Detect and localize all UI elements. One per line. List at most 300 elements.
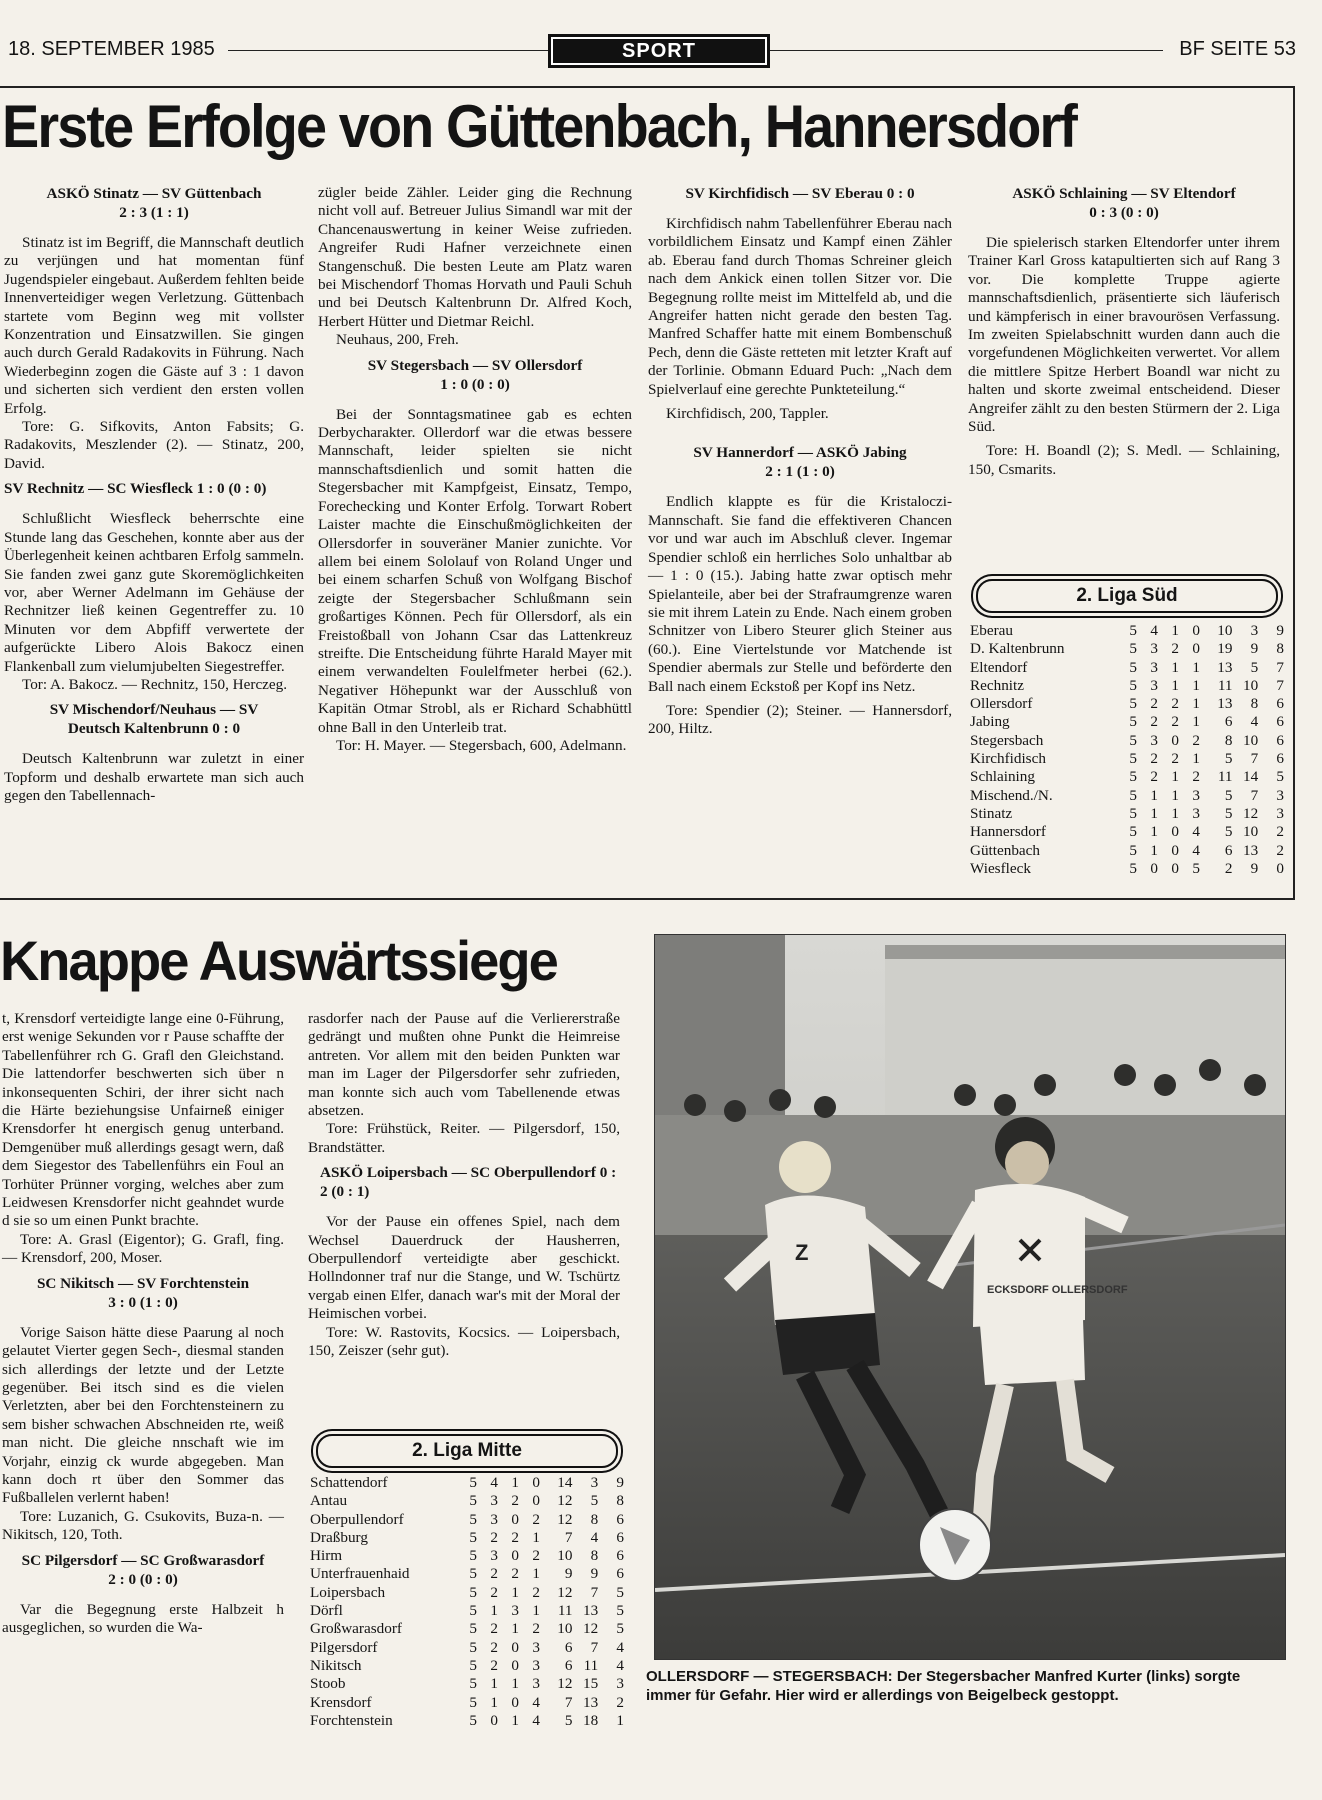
match-title: ASKÖ Schlaining — SV Eltendorf 0 : 3 (0 : 0) bbox=[1012, 185, 1236, 221]
match-report: zügler beide Zähler. Leider ging die Rechnung nicht voll auf. Betreuer Julius Simandl war mit der Chancenauswertung in keiner Weise zufrieden. Angreifer Rudi Hafner verzeichnete einen Stangenschuß. Die besten Leute am Platz waren bei Mischendorf Thomas Horvath und Pauli Schuh und bei Deutsch Kaltenbrunn Dr. Alfred Koch, Herbert Hütter und Dietmar Reichl. bbox=[318, 184, 632, 330]
scorers: Tor: A. Bakocz. — Rechnitz, 150, Herczeg. bbox=[22, 675, 288, 693]
column-2 bbox=[318, 184, 632, 755]
stat-cell: 3 bbox=[1150, 658, 1158, 676]
stat-cell: 1 bbox=[1192, 750, 1200, 768]
team-name: Hirm bbox=[310, 1547, 343, 1565]
match-report: Kirchfidisch nahm Tabellenführer Eberau nach vorbildlichem Einsatz und Kampf einen Zähler ab. Eberau fand durch Thomas Schreiner gleich nach dem Ankick einen tollen Sitzer vor. Die Begegnung rollte meist im Mittelfeld ab, und die Angreifer hatten nicht gerade den besten Tag. Manfred Schaffer hatte mit einem Bombenschuß Pech, denn die Gäste retteten mit letzter Kraft auf der Torlinie. Obmann Eduard Puch: „Nach dem Spielverlauf eine gerechte Punkteteilung.“ bbox=[648, 215, 952, 398]
team-name: Nikitsch bbox=[310, 1656, 362, 1674]
match-photo bbox=[654, 934, 1286, 1660]
stat-cell: 0 bbox=[532, 1474, 540, 1491]
team-name: Eberau bbox=[970, 622, 1014, 639]
match-title: SC Nikitsch — SV Forchtenstein 3 : 0 (1 : 0) bbox=[36, 1274, 250, 1311]
stat-cell: 1 bbox=[1192, 695, 1200, 713]
stat-cell: 1 bbox=[511, 1711, 519, 1729]
stat-cell: 5 bbox=[1129, 658, 1137, 676]
stat-cell: 5 bbox=[469, 1528, 477, 1546]
stat-cell: 3 bbox=[1192, 804, 1200, 822]
stat-cell: 5 bbox=[1129, 859, 1137, 877]
stat-cell: 5 bbox=[469, 1583, 477, 1601]
standings-row bbox=[310, 1620, 624, 1638]
standings-row bbox=[970, 768, 1284, 786]
team-name: Forchtenstein bbox=[310, 1711, 393, 1729]
stat-cell: 3 bbox=[511, 1602, 519, 1620]
stat-cell: 9 bbox=[1250, 859, 1259, 877]
stat-cell: 6 bbox=[616, 1510, 624, 1528]
stat-cell: 4 bbox=[590, 1528, 599, 1546]
standings-row bbox=[970, 695, 1284, 713]
stat-cell: 4 bbox=[616, 1656, 624, 1674]
team-name: Güttenbach bbox=[970, 841, 1041, 859]
standings-row bbox=[970, 640, 1284, 658]
stat-cell: 5 bbox=[469, 1638, 477, 1656]
stat-cell: 0 bbox=[1192, 622, 1200, 639]
stat-cell: 5 bbox=[1192, 859, 1200, 877]
stat-cell: 2 bbox=[511, 1565, 519, 1583]
photo-caption: OLLERSDORF — STEGERSBACH: Der Stegersbacher Manfred Kurter (links) sorgte immer für Gefahr. Hier wird er allerdings von Beigelbeck gestoppt. bbox=[646, 1668, 1241, 1704]
stat-cell: 0 bbox=[1171, 859, 1179, 877]
match-report: Var die Begegnung erste Halbzeit h ausgeglichen, so wurden die Wa- bbox=[2, 1600, 284, 1636]
stat-cell: 7 bbox=[1276, 658, 1284, 676]
stat-cell: 0 bbox=[511, 1693, 519, 1711]
stat-cell: 5 bbox=[469, 1547, 477, 1565]
stat-cell: 0 bbox=[511, 1656, 519, 1674]
team-name: Oberpullendorf bbox=[310, 1510, 404, 1528]
stat-cell: 5 bbox=[469, 1693, 477, 1711]
stat-cell: 2 bbox=[490, 1620, 498, 1638]
svg-text:Z: Z bbox=[795, 1240, 809, 1265]
stat-cell: 0 bbox=[1171, 823, 1179, 841]
stat-cell: 7 bbox=[564, 1693, 573, 1711]
stat-cell: 2 bbox=[490, 1583, 498, 1601]
scorers: Tore: W. Rastovits, Kocsics. — Loipersbach, 150, Zeiszer (sehr gut). bbox=[308, 1323, 620, 1360]
stat-cell: 1 bbox=[490, 1675, 498, 1693]
stat-cell: 6 bbox=[1276, 750, 1284, 768]
stat-cell: 1 bbox=[511, 1583, 519, 1601]
scorers: Tore: H. Boandl (2); S. Medl. — Schlaining, 150, Csmarits. bbox=[968, 442, 1280, 478]
stat-cell: 6 bbox=[616, 1565, 624, 1583]
standings-row bbox=[310, 1639, 624, 1657]
table-title-liga-mitte: 2. Liga Mitte bbox=[316, 1434, 618, 1468]
match-title: ASKÖ Loipersbach — SC Oberpullendorf 0 : 2 (0 : 1) bbox=[320, 1164, 617, 1201]
scorers: Tore: A. Grasl (Eigentor); G. Grafl, fing. — Krensdorf, 200, Moser. bbox=[2, 1230, 284, 1267]
team-name: Loipersbach bbox=[310, 1583, 386, 1601]
match-report: Vor der Pause ein offenes Spiel, nach dem Wechsel Dauerdruck der Hausherren, Oberpullendorf verteidigte aber geschickt. Hollndonner traf nur die Stange, und W. Tschürtz vergab einen Elfer, danach war's mit der Moral der Heimischen vorbei. bbox=[308, 1213, 620, 1323]
standings-row bbox=[310, 1602, 624, 1620]
stat-cell: 1 bbox=[511, 1620, 519, 1638]
standings-row bbox=[970, 842, 1284, 860]
stat-cell: 2 bbox=[490, 1528, 498, 1546]
stat-cell: 12 bbox=[557, 1675, 573, 1693]
match-title: SV Stegersbach — SV Ollersdorf 1 : 0 (0 : 0) bbox=[367, 356, 583, 393]
stat-cell: 1 bbox=[1150, 841, 1158, 859]
standings-row bbox=[970, 787, 1284, 805]
stat-cell: 2 bbox=[1276, 823, 1284, 841]
match-report: Schlußlicht Wiesfleck beherrschte eine Stunde lang das Geschehen, konnte aber aus der Überlegenheit keinen achtbaren Erfolg sammeln. Sie fanden zwei ganz gute Skoremöglichkeiten vor, aber Werner Adelmann im Gehäuse der Rechnitzer ließ keinen Gegentreffer zu. 10 Minuten vor dem Abpfiff verwertete der aufgerückte Libero Alois Bakocz einen Flankenball zum vielumjubelten Siegestreffer. bbox=[4, 510, 304, 675]
stat-cell: 1 bbox=[1171, 658, 1179, 676]
standings-row bbox=[310, 1584, 624, 1602]
stat-cell: 2 bbox=[532, 1547, 540, 1565]
stat-cell: 5 bbox=[1129, 731, 1137, 749]
stat-cell: 3 bbox=[1276, 804, 1284, 822]
stat-cell: 8 bbox=[1224, 731, 1233, 749]
stat-cell: 2 bbox=[1150, 695, 1158, 713]
standings-row bbox=[310, 1511, 624, 1529]
stat-cell: 11 bbox=[1217, 768, 1233, 786]
stat-cell: 5 bbox=[1129, 750, 1137, 768]
stat-cell: 2 bbox=[1192, 731, 1200, 749]
stat-cell: 6 bbox=[1276, 713, 1284, 731]
stat-cell: 5 bbox=[564, 1711, 573, 1729]
stat-cell: 4 bbox=[616, 1638, 624, 1656]
stat-cell: 13 bbox=[583, 1602, 599, 1620]
stat-cell: 1 bbox=[511, 1474, 519, 1491]
stat-cell: 7 bbox=[1250, 786, 1259, 804]
stat-cell: 18 bbox=[583, 1711, 599, 1729]
team-name: Großwarasdorf bbox=[310, 1620, 402, 1638]
stat-cell: 9 bbox=[1276, 622, 1284, 639]
stat-cell: 1 bbox=[1150, 804, 1158, 822]
stat-cell: 6 bbox=[1276, 695, 1284, 713]
stat-cell: 2 bbox=[490, 1565, 498, 1583]
match-report: Stinatz ist im Begriff, die Mannschaft deutlich zu verjüngen und hat momentan fünf Jugendspieler eingebaut. Außerdem fehlten beide Innenverteidiger wegen Verletzung. Güttenbach startete vom Beginn weg mit vollster Konzentration und Einsatzwillen. Sie gingen auch durch Gerald Radakovits in Führung. Nach Wiederbeginn zogen die Gäste auf 3 : 1 davon und sicherten sich verdient den ersten vollen Erfolg. bbox=[4, 234, 304, 417]
stat-cell: 3 bbox=[590, 1474, 599, 1491]
stat-cell: 5 bbox=[590, 1492, 599, 1510]
stat-cell: 12 bbox=[583, 1620, 599, 1638]
stat-cell: 1 bbox=[532, 1528, 540, 1546]
stat-cell: 5 bbox=[1224, 786, 1233, 804]
match-title: SV Mischendorf/Neuhaus — SV Deutsch Kaltenbrunn 0 : 0 bbox=[49, 701, 259, 738]
match-title: SC Pilgersdorf — SC Großwarasdorf 2 : 0 (0 : 0) bbox=[21, 1551, 265, 1588]
issue-date: 18. SEPTEMBER 1985 bbox=[8, 38, 215, 60]
stat-cell: 10 bbox=[1243, 731, 1259, 749]
stat-cell: 5 bbox=[1129, 768, 1137, 786]
stat-cell: 5 bbox=[616, 1620, 624, 1638]
stat-cell: 3 bbox=[490, 1547, 498, 1565]
stat-cell: 10 bbox=[557, 1620, 573, 1638]
standings-row bbox=[310, 1565, 624, 1583]
stat-cell: 6 bbox=[1224, 713, 1233, 731]
standings-row bbox=[970, 860, 1284, 878]
stat-cell: 5 bbox=[469, 1602, 477, 1620]
stat-cell: 0 bbox=[490, 1711, 498, 1729]
stat-cell: 4 bbox=[1192, 823, 1200, 841]
stat-cell: 1 bbox=[532, 1602, 540, 1620]
stat-cell: 2 bbox=[511, 1492, 519, 1510]
column-1 bbox=[4, 184, 304, 806]
stat-cell: 8 bbox=[616, 1492, 624, 1510]
stat-cell: 1 bbox=[1171, 786, 1179, 804]
stat-cell: 0 bbox=[511, 1510, 519, 1528]
standings-row bbox=[310, 1675, 624, 1693]
stat-cell: 5 bbox=[1129, 676, 1137, 694]
team-name: Krensdorf bbox=[310, 1693, 372, 1711]
stat-cell: 5 bbox=[469, 1492, 477, 1510]
stat-cell: 5 bbox=[469, 1656, 477, 1674]
stat-cell: 12 bbox=[557, 1583, 573, 1601]
stat-cell: 10 bbox=[1243, 823, 1259, 841]
match-title: SV Kirchfidisch — SV Eberau 0 : 0 bbox=[685, 185, 915, 202]
stat-cell: 11 bbox=[557, 1602, 573, 1620]
stat-cell: 5 bbox=[1250, 658, 1259, 676]
header-rule-left bbox=[228, 50, 548, 51]
scorers: Tore: G. Sifkovits, Anton Fabsits; G. Radakovits, Meszlender (2). — Stinatz, 200, David. bbox=[4, 418, 304, 472]
stat-cell: 4 bbox=[1250, 713, 1259, 731]
stat-cell: 8 bbox=[590, 1510, 599, 1528]
stat-cell: 7 bbox=[1250, 750, 1259, 768]
header-rule-right bbox=[768, 50, 1163, 51]
stat-cell: 5 bbox=[469, 1620, 477, 1638]
team-name: D. Kaltenbrunn bbox=[970, 640, 1065, 658]
stat-cell: 10 bbox=[1217, 622, 1233, 639]
stat-cell: 7 bbox=[564, 1528, 573, 1546]
match-report: Deutsch Kaltenbrunn war zuletzt in einer Topform und deshalb erwartete man sich auch gegen den Tabellennach- bbox=[4, 750, 304, 805]
stat-cell: 3 bbox=[532, 1638, 540, 1656]
stat-cell: 1 bbox=[616, 1711, 624, 1729]
stat-cell: 3 bbox=[1250, 622, 1259, 639]
stat-cell: 8 bbox=[590, 1547, 599, 1565]
stat-cell: 2 bbox=[616, 1693, 624, 1711]
match-report: Die spielerisch starken Eltendorfer unter ihrem Trainer Karl Gross katapultierten sich auf Rang 3 vor. Die komplette Truppe agierte mannschaftsdienlich, präsentierte sich läuferisch und kämpferisch in einer bravourösen Verfassung. Im zweiten Spielabschnitt wurden dann auch die vorgefundenen Möglichkeiten verwertet. Vor allem die mittlere Spitze Herbert Boandl war nicht zu halten und skorte zweimal entscheidend. Dieser Angreifer zählt zu den besten Stürmern der 2. Liga Süd. bbox=[968, 234, 1280, 436]
stat-cell: 0 bbox=[1171, 841, 1179, 859]
stat-cell: 5 bbox=[1129, 823, 1137, 841]
stat-cell: 3 bbox=[616, 1675, 624, 1693]
stat-cell: 3 bbox=[1150, 640, 1158, 658]
standings-row bbox=[970, 732, 1284, 750]
stat-cell: 0 bbox=[511, 1638, 519, 1656]
stat-cell: 13 bbox=[1217, 658, 1233, 676]
standings-row bbox=[970, 750, 1284, 768]
stat-cell: 5 bbox=[1129, 713, 1137, 731]
stat-cell: 1 bbox=[1150, 823, 1158, 841]
stat-cell: 9 bbox=[1250, 640, 1259, 658]
team-name: Mischend./N. bbox=[970, 786, 1053, 804]
stat-cell: 1 bbox=[1150, 786, 1158, 804]
standings-table-liga-sued bbox=[970, 622, 1284, 878]
stat-cell: 6 bbox=[564, 1656, 573, 1674]
stat-cell: 10 bbox=[557, 1547, 573, 1565]
stat-cell: 19 bbox=[1217, 640, 1233, 658]
match-report: Endlich klappte es für die Kristaloczi-Mannschaft. Sie fand die effektiveren Chancen vor und war auch im Abschluß clever. Ingemar Spendier schloß ein herrliches Solo unhaltbar ab — 1 : 0 (15.). Jabing hatte zwar optisch mehr Spielanteile, aber bei der Strafraumgrenze waren sie mit ihrem Latein zu Ende. Nach einem groben Schnitzer von Libero Steurer glich Steiner aus (60.). Eine Viertelstunde vor Matchende ist Spendier abermals zur Stelle und beförderte den Ball nach einem Eckstoß per Kopf ins Netz. bbox=[648, 493, 952, 695]
stat-cell: 5 bbox=[469, 1510, 477, 1528]
team-name: Schattendorf bbox=[310, 1474, 388, 1491]
photo-illustration bbox=[655, 935, 1285, 1659]
team-name: Antau bbox=[310, 1492, 348, 1510]
team-name: Schlaining bbox=[970, 768, 1035, 786]
match-report: rasdorfer nach der Pause auf die Verliererstraße gedrängt und mußten ohne Punkt die Heimreise antreten. Vor allem mit den beiden Punkten war man im Lager der Pilgersdorfer sehr zufrieden, man konnte sich auch vom Tabellenende etwas absetzen. bbox=[308, 1010, 620, 1120]
stat-cell: 5 bbox=[469, 1675, 477, 1693]
stat-cell: 1 bbox=[490, 1602, 498, 1620]
stat-cell: 13 bbox=[583, 1693, 599, 1711]
column-4 bbox=[968, 184, 1280, 479]
stat-cell: 3 bbox=[532, 1675, 540, 1693]
team-name: Dörfl bbox=[310, 1602, 343, 1620]
stat-cell: 5 bbox=[1129, 841, 1137, 859]
match-report: t, Krensdorf verteidigte lange eine 0-Führung, erst wenige Sekunden vor r Pause schaffte der Tabellenführer rch G. Grafl den Gleichstand. Die lattendorfer beschwerten sich über n inkonsequenten Schiri, der ihrer sicht nach die Härte beziehungsise Unfairneß einiger Krensdorfer ht energisch genug unterband. Demgenüber muß allerdings gesagt wern, daß dem Siegestor des Tabellenführs ein Foul an Torhüter Prünner vorging, welches aber zum Leidwesen Krensdorfer nicht geahndet wurde d sie so um einen Punkt brachte. bbox=[2, 1010, 284, 1230]
stat-cell: 5 bbox=[1224, 750, 1233, 768]
stat-cell: 4 bbox=[532, 1693, 540, 1711]
stat-cell: 1 bbox=[1171, 804, 1179, 822]
stat-cell: 5 bbox=[1276, 768, 1284, 786]
stat-cell: 2 bbox=[1171, 750, 1179, 768]
stat-cell: 2 bbox=[1171, 695, 1179, 713]
stat-cell: 7 bbox=[1276, 676, 1284, 694]
stat-cell: 4 bbox=[490, 1474, 498, 1491]
stat-cell: 14 bbox=[1243, 768, 1259, 786]
stat-cell: 5 bbox=[469, 1474, 477, 1491]
match-report: Vorige Saison hätte diese Paarung al noch gelautet Vierter gegen Sech-, diesmal standen sich allerdings der letzte und der Letzte gegenüber. Bei itsch sind es die vielen Verletzten, aber bei den Forchtensteinern zu sem bisher schwachen Abschneiden rte, weiß man nicht. Die gleiche nnschaft wie im Vorjahr, einzig ck wurde abgegeben. Man kann doch rt über den Sommer das Fußballelen verlernt haben! bbox=[2, 1323, 284, 1507]
stat-cell: 6 bbox=[616, 1547, 624, 1565]
stat-cell: 12 bbox=[557, 1510, 573, 1528]
team-name: Unterfrauenhaid bbox=[310, 1565, 410, 1583]
stat-cell: 5 bbox=[469, 1565, 477, 1583]
scorers: Tore: Luzanich, G. Csukovits, Buza-n. — Nikitsch, 120, Toth. bbox=[2, 1507, 284, 1544]
column-6 bbox=[308, 1010, 620, 1361]
stat-cell: 5 bbox=[1129, 622, 1137, 639]
stat-cell: 2 bbox=[1192, 768, 1200, 786]
stat-cell: 0 bbox=[511, 1547, 519, 1565]
headline-knappe-auswaertssiege: Knappe Auswärtssiege bbox=[0, 929, 557, 992]
stat-cell: 3 bbox=[1276, 786, 1284, 804]
scorers: Tor: H. Mayer. — Stegersbach, 600, Adelmann. bbox=[336, 736, 627, 754]
stat-cell: 2 bbox=[490, 1656, 498, 1674]
stat-cell: 2 bbox=[1171, 640, 1179, 658]
stat-cell: 2 bbox=[532, 1583, 540, 1601]
stat-cell: 7 bbox=[590, 1638, 599, 1656]
stat-cell: 1 bbox=[1171, 676, 1179, 694]
stat-cell: 12 bbox=[557, 1492, 573, 1510]
stat-cell: 6 bbox=[1276, 731, 1284, 749]
stat-cell: 3 bbox=[1150, 676, 1158, 694]
match-title: SV Hannerdorf — ASKÖ Jabing 2 : 1 (1 : 0) bbox=[693, 444, 907, 481]
stat-cell: 6 bbox=[564, 1638, 573, 1656]
team-name: Stegersbach bbox=[970, 731, 1044, 749]
standings-row bbox=[970, 713, 1284, 731]
stat-cell: 9 bbox=[616, 1474, 624, 1491]
team-name: Jabing bbox=[970, 713, 1010, 731]
standings-row bbox=[310, 1694, 624, 1712]
team-name: Draßburg bbox=[310, 1528, 368, 1546]
stat-cell: 2 bbox=[1150, 713, 1158, 731]
team-name: Rechnitz bbox=[970, 676, 1024, 694]
scorers: Tore: Frühstück, Reiter. — Pilgersdorf, 150, Brandstätter. bbox=[308, 1120, 620, 1156]
stat-cell: 2 bbox=[1150, 750, 1158, 768]
stat-cell: 4 bbox=[1192, 841, 1200, 859]
standings-row bbox=[970, 622, 1284, 640]
stat-cell: 1 bbox=[490, 1693, 498, 1711]
match-report: Bei der Sonntagsmatinee gab es echten Derbycharakter. Ollerdorf war die etwas bessere Mannschaft, leider spielten sie nicht mannschaftsdienlich und somit hatten die Stegersbacher mit Kampfgeist, Einsatz, Tempo, Forechecking und Konter Erfolg. Torwart Robert Laister machte die Einschußmöglichkeiten der Ollersdorfer in souveräner Manier zunichte. Vor allem bei einem Sololauf von Roland Unger und bei einem scharfen Schuß von Wolfgang Bischof zeigte der Stegersbacher Schlußmann sein großartiges Können. Pech für Ollersdorf, als ein Freistoßball von Johann Csar das Lattenkreuz streifte. Die Entscheidung führte Harald Mayer mit einem verwandelten Foulelfmeter herbei (62.). Negativer Höhepunkt war der Ausschluß von Kapitän Otmar Strobl, als er Richard Schabhüttl ohne Ball in den Unterleib trat. bbox=[318, 405, 632, 736]
column-3 bbox=[648, 184, 952, 739]
stat-cell: 12 bbox=[1243, 804, 1259, 822]
standings-row bbox=[310, 1712, 624, 1730]
stat-cell: 3 bbox=[490, 1492, 498, 1510]
team-name: Pilgersdorf bbox=[310, 1638, 378, 1656]
stat-cell: 1 bbox=[1192, 713, 1200, 731]
standings-row bbox=[970, 823, 1284, 841]
stat-cell: 14 bbox=[557, 1474, 573, 1491]
stat-cell: 0 bbox=[1150, 859, 1158, 877]
stat-cell: 3 bbox=[490, 1510, 498, 1528]
stat-cell: 6 bbox=[616, 1528, 624, 1546]
standings-row bbox=[310, 1474, 624, 1492]
stat-cell: 2 bbox=[1150, 768, 1158, 786]
standings-row bbox=[310, 1529, 624, 1547]
headline-erste-erfolge: Erste Erfolge von Güttenbach, Hannersdorf bbox=[2, 93, 1077, 160]
stat-cell: 6 bbox=[1224, 841, 1233, 859]
stat-cell: 0 bbox=[532, 1492, 540, 1510]
stat-cell: 3 bbox=[1192, 786, 1200, 804]
stat-cell: 0 bbox=[1171, 731, 1179, 749]
stat-cell: 9 bbox=[564, 1565, 573, 1583]
stat-cell: 8 bbox=[1276, 640, 1284, 658]
page-number: BF SEITE 53 bbox=[1179, 38, 1296, 60]
stat-cell: 8 bbox=[1250, 695, 1259, 713]
stat-cell: 9 bbox=[590, 1565, 599, 1583]
match-title: ASKÖ Stinatz — SV Güttenbach 2 : 3 (1 : 1) bbox=[46, 185, 262, 221]
standings-row bbox=[970, 677, 1284, 695]
stat-cell: 7 bbox=[590, 1583, 599, 1601]
stat-cell: 5 bbox=[1224, 823, 1233, 841]
scorers: Tore: Spendier (2); Steiner. — Hannersdorf, 200, Hiltz. bbox=[648, 701, 952, 738]
standings-row bbox=[310, 1492, 624, 1510]
stat-cell: 10 bbox=[1243, 676, 1259, 694]
section-badge: SPORT bbox=[548, 34, 770, 68]
stat-cell: 3 bbox=[1150, 731, 1158, 749]
standings-table-liga-mitte bbox=[310, 1474, 624, 1730]
stat-cell: 5 bbox=[1129, 786, 1137, 804]
stat-cell: 13 bbox=[1217, 695, 1233, 713]
stat-cell: 2 bbox=[532, 1620, 540, 1638]
stat-cell: 5 bbox=[1129, 695, 1137, 713]
stat-cell: 1 bbox=[1192, 658, 1200, 676]
stat-cell: 0 bbox=[1276, 859, 1284, 877]
stat-cell: 2 bbox=[1276, 841, 1284, 859]
stat-cell: 11 bbox=[583, 1656, 599, 1674]
stat-cell: 1 bbox=[1171, 768, 1179, 786]
standings-row bbox=[970, 659, 1284, 677]
team-name: Hannersdorf bbox=[970, 823, 1046, 841]
stat-cell: 0 bbox=[1192, 640, 1200, 658]
stat-cell: 5 bbox=[1129, 804, 1137, 822]
stat-cell: 11 bbox=[1217, 676, 1233, 694]
stat-cell: 5 bbox=[616, 1602, 624, 1620]
stat-cell: 2 bbox=[532, 1510, 540, 1528]
stat-cell: 2 bbox=[511, 1528, 519, 1546]
team-name: Wiesfleck bbox=[970, 859, 1031, 877]
match-signature: Kirchfidisch, 200, Tappler. bbox=[666, 405, 829, 423]
team-name: Stinatz bbox=[970, 804, 1013, 822]
team-name: Ollersdorf bbox=[970, 695, 1033, 713]
stat-cell: 1 bbox=[511, 1675, 519, 1693]
stat-cell: 5 bbox=[616, 1583, 624, 1601]
stat-cell: 5 bbox=[1224, 804, 1233, 822]
match-signature: Neuhaus, 200, Freh. bbox=[336, 331, 459, 349]
stat-cell: 3 bbox=[532, 1656, 540, 1674]
stat-cell: 13 bbox=[1243, 841, 1259, 859]
team-name: Kirchfidisch bbox=[970, 750, 1046, 768]
team-name: Eltendorf bbox=[970, 658, 1028, 676]
match-title: SV Rechnitz — SC Wiesfleck 1 : 0 (0 : 0) bbox=[4, 480, 267, 498]
stat-cell: 2 bbox=[490, 1638, 498, 1656]
stat-cell: 2 bbox=[1224, 859, 1233, 877]
standings-row bbox=[310, 1547, 624, 1565]
table-title-liga-sued: 2. Liga Süd bbox=[976, 579, 1278, 613]
standings-row bbox=[970, 805, 1284, 823]
column-5 bbox=[2, 1010, 284, 1637]
stat-cell: 5 bbox=[469, 1711, 477, 1729]
stat-cell: 15 bbox=[583, 1675, 599, 1693]
stat-cell: 4 bbox=[1150, 622, 1158, 639]
stat-cell: 4 bbox=[532, 1711, 540, 1729]
